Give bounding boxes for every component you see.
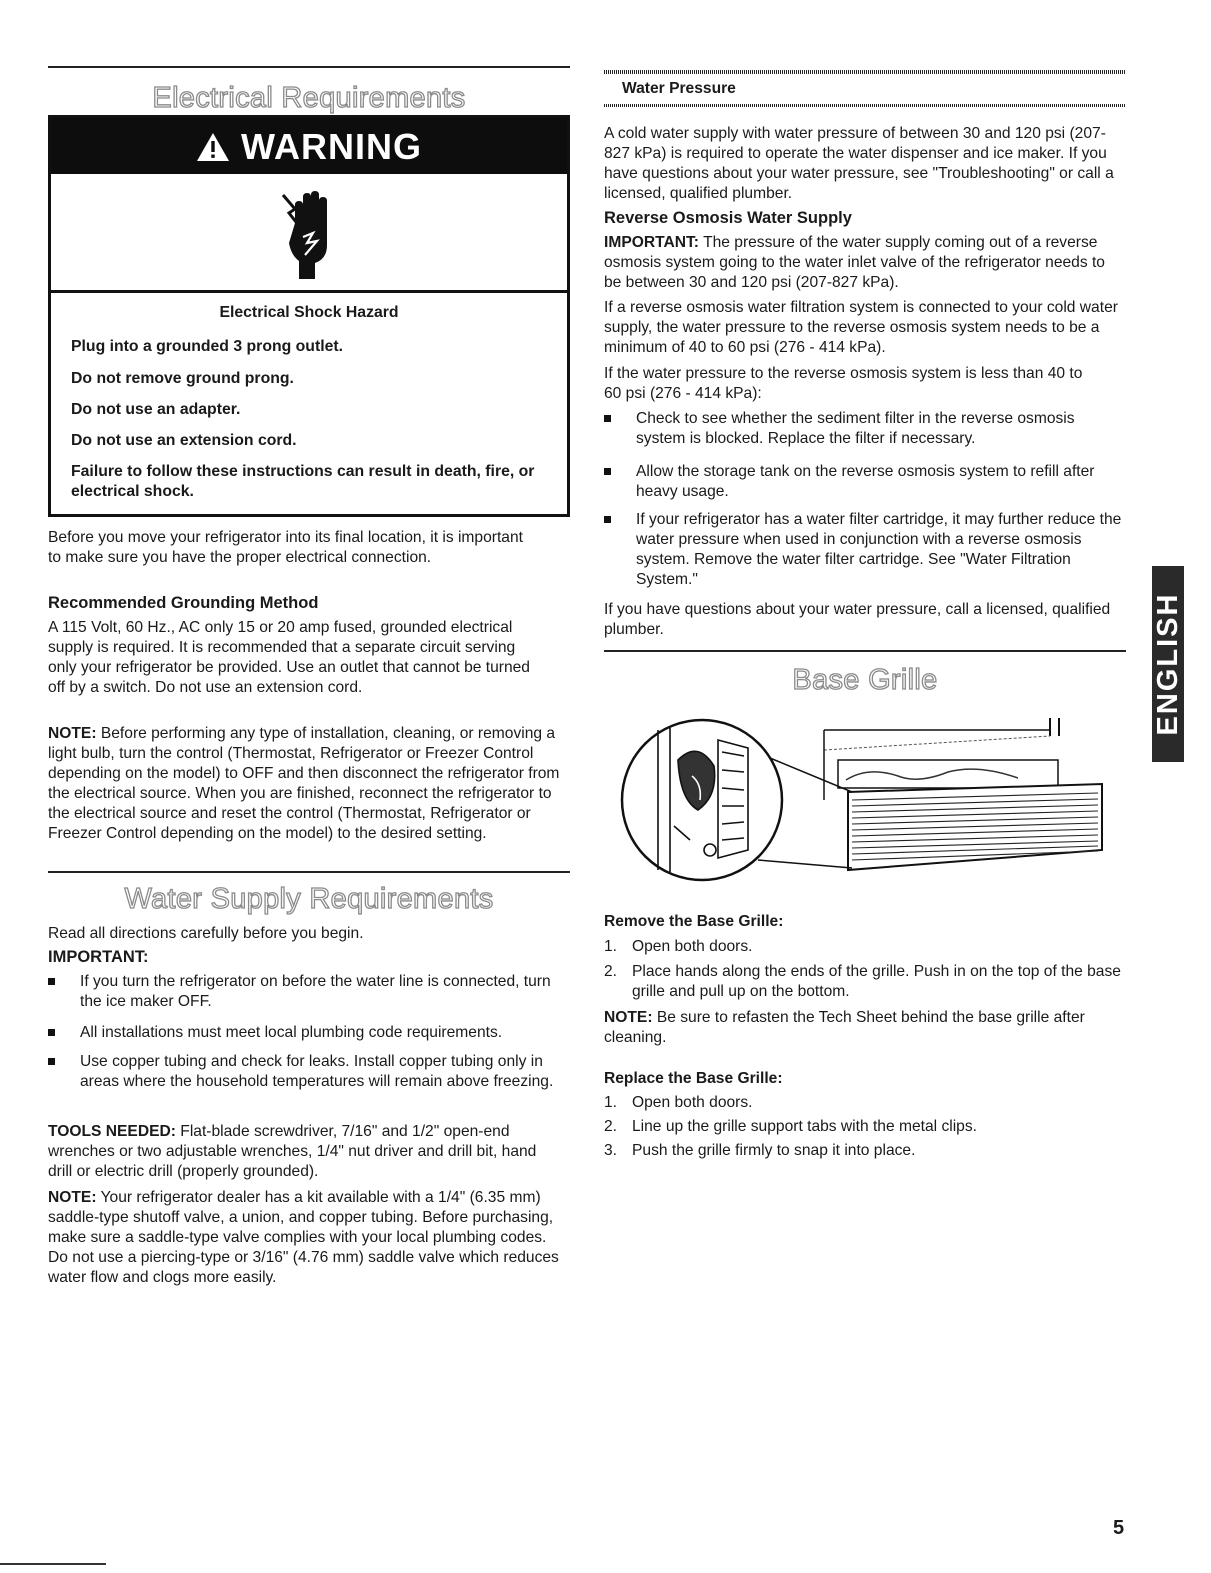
- bullet-icon: [48, 978, 55, 985]
- ro-important-text: The pressure of the water supply coming out of a reverse osmosis system going to the water inlet valve of the refrigerator needs to be between 30 and 120 psi (207-827 kPa).: [604, 234, 1105, 291]
- remove-note-label: NOTE:: [604, 1009, 653, 1026]
- bullet-icon: [48, 1058, 55, 1065]
- remove-grille-heading: Remove the Base Grille:: [604, 913, 784, 930]
- note-text: Before performing any type of installation, cleaning, or removing a light bulb, turn the control (Thermostat, Refrigerator or Freezer Control depending on the model) to OFF and then disconnect the refrigerator from the electrical source. When you are finished, reconnect the refrigerator to the electrical source and reset the control (Thermostat, Refrigerator or Freezer Control depending on the model) to the desired setting.: [48, 725, 560, 842]
- water-pressure-text: A cold water supply with water pressure of between 30 and 120 psi (207-827 kPa) is required to operate the water dispenser and ice maker. If you have questions about your water pressure, see "Troubleshooting" or call a licensed, qualified plumber.: [604, 125, 1114, 202]
- list-item-text: If your refrigerator has a water filter cartridge, it may further reduce the water pressure when used in conjunction with a reverse osmosis system. Remove the water filter cartridge. See "Water Filtration System.": [636, 511, 1122, 588]
- list-item-text: Allow the storage tank on the reverse osmosis system to refill after heavy usage.: [636, 463, 1095, 500]
- electrical-requirements-title: Electrical Requirements: [152, 82, 466, 114]
- replace-grille-heading: Replace the Base Grille:: [604, 1070, 783, 1087]
- bullet-icon: [48, 1029, 55, 1036]
- list-item-text: All installations must meet local plumbing code requirements.: [80, 1024, 503, 1041]
- list-item: [604, 1093, 1126, 1113]
- warning-line: Do not use an extension cord.: [71, 432, 297, 449]
- warning-line: Do not remove ground prong.: [71, 370, 294, 387]
- page-number: 5: [1113, 1517, 1125, 1539]
- warning-separator: [51, 290, 567, 293]
- list-item-text: Check to see whether the sediment filter in the reverse osmosis system is blocked. Replace the filter if necessary.: [636, 410, 1075, 447]
- water-supply-title: Water Supply Requirements: [124, 883, 494, 915]
- list-item: [604, 1141, 1126, 1161]
- step-text: Place hands along the ends of the grille. Push in on the top of the base grille and pull up on the bottom.: [632, 963, 1121, 1000]
- step-number: 2.: [604, 1118, 618, 1135]
- reverse-osmosis-heading: Reverse Osmosis Water Supply: [604, 209, 852, 227]
- step-text: Open both doors.: [632, 938, 753, 955]
- ro-important: [604, 233, 1126, 293]
- warning-line: Failure to follow these instructions can result in death, fire, or electrical shock.: [71, 463, 535, 500]
- grounding-heading: Recommended Grounding Method: [48, 594, 319, 612]
- bullet-icon: [604, 415, 611, 422]
- language-side-tab-text: ENGLISH: [1152, 592, 1184, 736]
- ro-paragraph-2: If the water pressure to the reverse osmosis system is less than 40 to 60 psi (276 - 414 kPa):: [604, 365, 1083, 402]
- hazard-title: Electrical Shock Hazard: [219, 304, 399, 321]
- list-item: [604, 1117, 1126, 1137]
- warning-banner-text: WARNING: [241, 126, 422, 167]
- bullet-icon: [604, 468, 611, 475]
- grounding-text: A 115 Volt, 60 Hz., AC only 15 or 20 amp fused, grounded electrical supply is required. It is recommended that a separate circuit serving only your refrigerator be provided. Use an outlet that cannot be turned off by a switch. Do not use an extension cord.: [48, 619, 530, 696]
- bullet-icon: [604, 516, 611, 523]
- list-item: [604, 409, 1104, 449]
- step-number: 3.: [604, 1142, 618, 1159]
- tools-needed: [48, 1122, 558, 1182]
- step-text: Push the grille firmly to snap it into place.: [632, 1142, 916, 1159]
- water-pressure-heading: Water Pressure: [622, 80, 736, 97]
- warning-line: Plug into a grounded 3 prong outlet.: [71, 338, 344, 355]
- list-item: [48, 1052, 570, 1112]
- warning-line: Do not use an adapter.: [71, 401, 241, 418]
- list-item: [48, 1023, 588, 1043]
- list-item: [48, 972, 570, 1012]
- note-label: NOTE:: [48, 725, 97, 742]
- base-grille-rule: [604, 650, 1126, 652]
- top-rule-left: [48, 66, 570, 68]
- kit-note: [48, 1188, 563, 1288]
- note2-label: NOTE:: [48, 1189, 97, 1206]
- electrical-intro: Before you move your refrigerator into its final location, it is important to make sure you have the proper electrical connection.: [48, 529, 523, 566]
- step-number: 1.: [604, 1094, 618, 1111]
- electric-shock-hand-icon: [269, 183, 349, 288]
- warning-triangle-icon: [196, 126, 241, 167]
- base-grille-title: Base Grille: [792, 664, 938, 696]
- ro-paragraph-1: If a reverse osmosis water filtration system is connected to your cold water supply, the water pressure to the reverse osmosis system needs to be a minimum of 40 to 60 psi (276 - 414 kPa).: [604, 299, 1118, 356]
- important-label: IMPORTANT:: [48, 948, 149, 966]
- water-pressure-top-bar: [604, 70, 1126, 74]
- ro-important-label: IMPORTANT:: [604, 234, 699, 251]
- list-item: [604, 510, 1126, 590]
- step-number: 2.: [604, 963, 618, 980]
- step-number: 1.: [604, 938, 618, 955]
- step-text: Line up the grille support tabs with the metal clips.: [632, 1118, 977, 1135]
- water-supply-rule: [48, 871, 570, 873]
- list-item: [604, 962, 1126, 1002]
- water-pressure-bottom-bar: [604, 104, 1126, 107]
- list-item: [604, 937, 1126, 957]
- list-item-text: Use copper tubing and check for leaks. Install copper tubing only in areas where the household temperatures will remain above freezing.: [80, 1053, 554, 1090]
- note2-text: Your refrigerator dealer has a kit available with a 1/4" (6.35 mm) saddle-type shutoff valve, a union, and copper tubing. Before purchasing, make sure a saddle-type valve complies with your local plumbing codes. Do not use a piercing-type or 3/16" (4.76 mm) saddle valve which reduces water flow and clogs more easily.: [48, 1189, 559, 1286]
- water-intro: Read all directions carefully before you begin.: [48, 925, 364, 942]
- remove-note: [604, 1008, 1126, 1048]
- base-grille-illustration: [618, 700, 1106, 900]
- step-text: Open both doors.: [632, 1094, 753, 1111]
- list-item-text: If you turn the refrigerator on before the water line is connected, turn the ice maker OFF.: [80, 973, 551, 1010]
- tools-label: TOOLS NEEDED:: [48, 1123, 176, 1140]
- warning-box: [48, 115, 570, 517]
- ro-closing: If you have questions about your water pressure, call a licensed, qualified plumber.: [604, 601, 1111, 638]
- warning-banner: [51, 118, 567, 174]
- electrical-note: [48, 724, 570, 844]
- list-item: [604, 462, 1126, 502]
- tools-text: Flat-blade screwdriver, 7/16" and 1/2" open-end wrenches or two adjustable wrenches, 1/4" nut driver and drill bit, hand drill or electric drill (properly grounded).: [48, 1123, 537, 1180]
- footer-rule: [0, 1563, 106, 1565]
- remove-note-text: Be sure to refasten the Tech Sheet behind the base grille after cleaning.: [604, 1009, 1085, 1046]
